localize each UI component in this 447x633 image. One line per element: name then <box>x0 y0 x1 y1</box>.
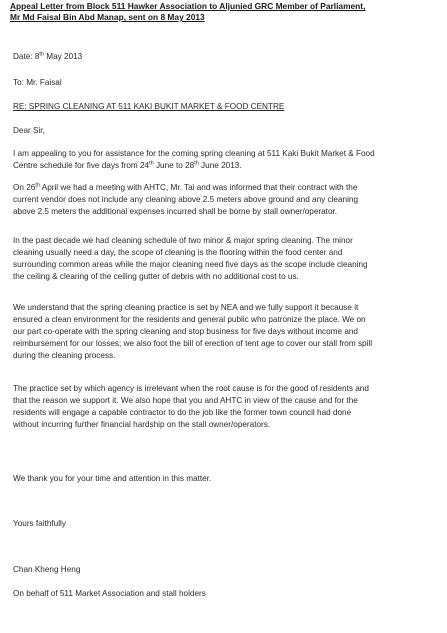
paragraph-1-line: I am appealing to you for assistance for the coming spring cleaning at 511 Kaki Bukit Market & Food <box>13 149 375 158</box>
paragraph-2-line: On 26th April we had a meeting with AHTC, Mr. Tai and was informed that their contract with the <box>13 182 358 192</box>
paragraph-4 <box>13 302 437 362</box>
letter-salutation: Dear Sir, <box>13 126 45 135</box>
letter-date: Date: 8th May 2013 <box>13 51 83 61</box>
heading-line-1: Appeal Letter from Block 511 Hawker Association to Aljunied GRC Member of Parliament, <box>10 1 366 11</box>
paragraph-3-line: the ceiling & clearing of the ceiling gutter of debris with no additional cost to us. <box>13 272 299 281</box>
paragraph-3-line: In the past decade we had cleaning schedule of two minor & major spring cleaning. The minor <box>13 236 353 245</box>
letter-heading <box>10 1 440 23</box>
letter-signatory: Chan Kheng Heng <box>13 565 81 574</box>
paragraph-2-line: current vendor does not include any cleaning above 2.5 meters above ground and any cleaning <box>13 195 359 204</box>
paragraph-2-line: above 2.5 meters the additional expenses incurred shall be borne by stall owner/operator. <box>13 207 338 216</box>
paragraph-4-line: ensured a clean environment for the residents and general public who patronize the place. We on <box>13 315 366 324</box>
paragraph-5-line: residents will engage a capable contractor to do the job like the former town council had done <box>13 408 352 417</box>
paragraph-5-line: The practice set by which agency is irrelevant when the root cause is for the good of residents and <box>13 384 369 393</box>
paragraph-3-line: surrounding common areas while the major cleaning need five days as the scope include cleaning <box>13 260 368 269</box>
letter-behalf: On behalf of 511 Market Association and stall holders <box>13 589 206 598</box>
paragraph-5-line: that the reason we support it. We also hope that you and AHTC in view of the cause and for the <box>13 396 358 405</box>
paragraph-3 <box>13 235 437 283</box>
letter-recipient: To: Mr. Faisal <box>13 78 62 87</box>
paragraph-5 <box>13 383 437 431</box>
letter-closing: Yours faithfully <box>13 519 66 528</box>
paragraph-4-line: our part co-operate with the spring cleaning and stop business for five days without income and <box>13 327 358 336</box>
letter-thanks: We thank you for your time and attention in this matter. <box>13 474 212 483</box>
heading-line-2: Mr Md Faisal Bin Abd Manap, sent on 8 May 2013 <box>10 12 205 22</box>
paragraph-1 <box>13 148 437 172</box>
paragraph-5-line: without incurring further financial hardship on the stall owner/operators. <box>13 420 271 429</box>
paragraph-4-line: during the cleaning process. <box>13 351 116 360</box>
paragraph-4-line: We understand that the spring cleaning practice is set by NEA and we fully support it because it <box>13 303 359 312</box>
paragraph-4-line: reimbursement for our losses; we also foot the bill of erection of tent age to cover our stall from spill <box>13 339 373 348</box>
letter-subject: RE: SPRING CLEANING AT 511 KAKI BUKIT MARKET & FOOD CENTRE <box>13 102 285 111</box>
paragraph-3-line: cleaning usually need a day, the scope of cleaning is the flooring within the food center and <box>13 248 343 257</box>
paragraph-1-line: Centre schedule for five days from 24th June to 28th June 2013. <box>13 160 242 170</box>
paragraph-2 <box>13 182 437 218</box>
